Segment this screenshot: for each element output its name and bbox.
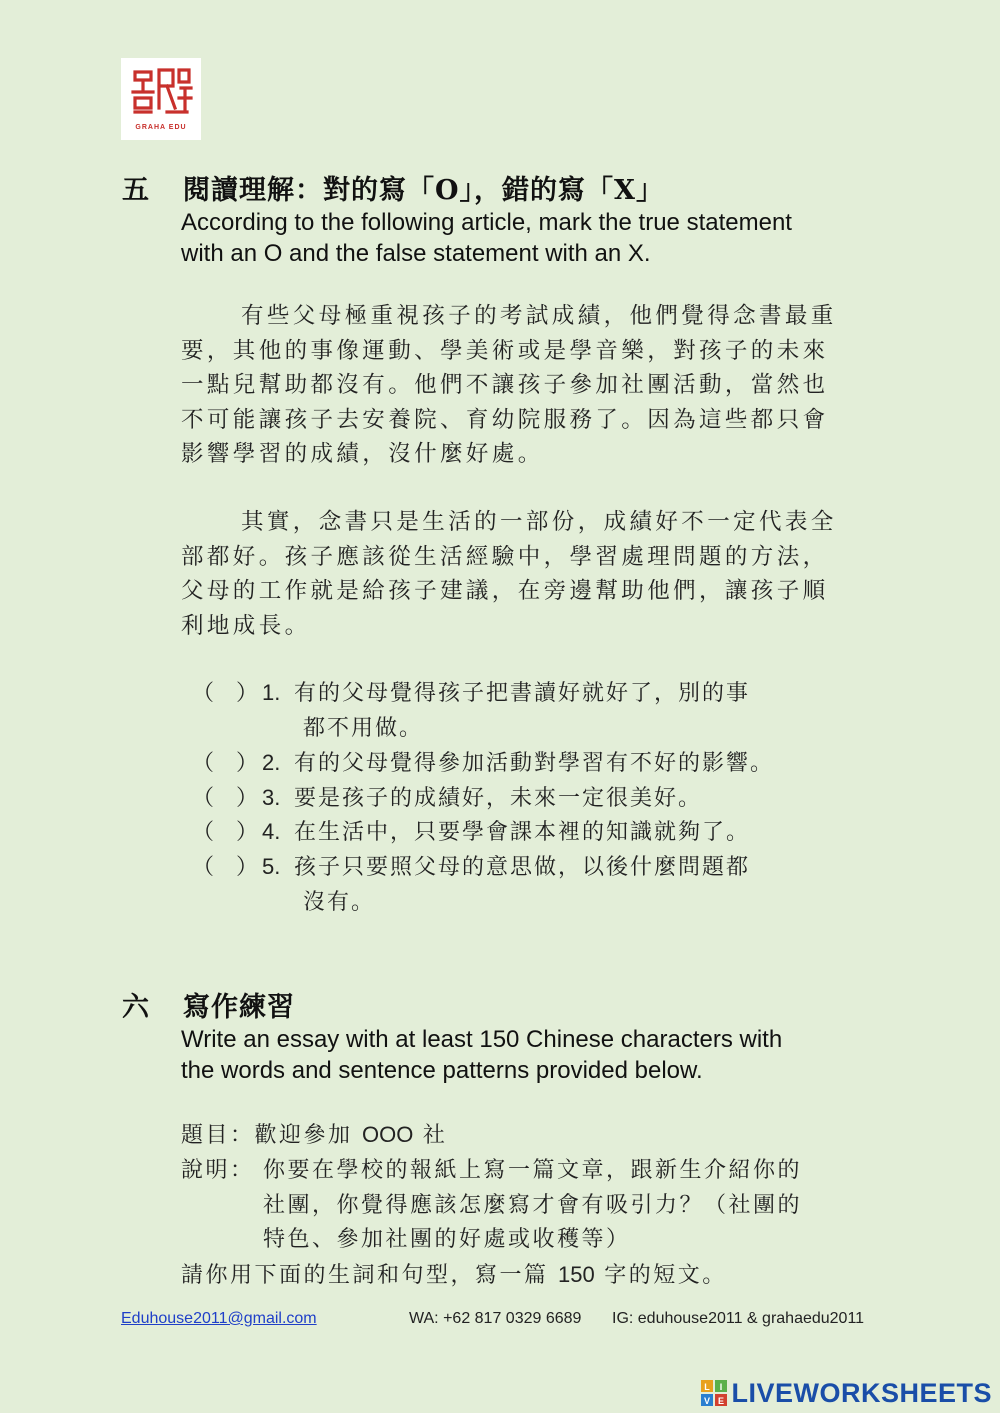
email-link[interactable]: Eduhouse2011@gmail.com [121, 1310, 317, 1327]
question-text: 有的父母覺得孩子把書讀好就好了，別的事 [294, 681, 751, 706]
icon-letter-v: V [704, 1396, 711, 1406]
paragraph-line: 影響學習的成績，沒什麼好處。 [181, 441, 544, 467]
paragraph-line: 利地成長。 [181, 612, 311, 639]
answer-blank[interactable]: （ ） [192, 820, 259, 845]
icon-letter-e: E [718, 1396, 725, 1406]
instruction-line: Write an essay with at least 150 Chinese characters with [181, 1026, 783, 1053]
liveworksheets-logo-icon [701, 1380, 727, 1406]
instruction-line: the words and sentence patterns provided below. [181, 1057, 703, 1084]
question-1-continuation: 都不用做。 [303, 716, 424, 741]
question-5 [192, 850, 750, 881]
seal-icon [121, 58, 201, 124]
question-number: 2. [262, 750, 281, 775]
answer-blank[interactable]: （ ） [192, 855, 259, 880]
character-count: 150 [558, 1262, 595, 1287]
topic-text-pre: 歡迎參加 [254, 1123, 353, 1148]
question-number: 1. [262, 680, 281, 705]
topic-label: 題目： [181, 1123, 255, 1148]
essay-topic [181, 1118, 447, 1149]
paragraph-line: 一點兒幫助都沒有。他們不讓孩子參加社團活動，當然也 [181, 372, 829, 398]
icon-letter-i: I [720, 1382, 723, 1392]
question-number: 5. [262, 854, 281, 879]
liveworksheets-watermark [701, 1378, 992, 1408]
graha-edu-logo [121, 58, 201, 140]
question-3 [192, 781, 702, 812]
paragraph-line: 不可能讓孩子去安養院、育幼院服務了。因為這些都只會 [181, 406, 829, 433]
question-5-continuation: 沒有。 [303, 890, 376, 915]
question-1 [192, 676, 750, 707]
essay-final-instruction: 請你用下面的生詞和句型，寫一篇 150 字的短文。 [181, 1262, 727, 1288]
essay-description-line: 社團，你覺得應該怎麼寫才會有吸引力？（社團的 [263, 1193, 803, 1218]
paragraph-line: 部都好。孩子應該從生活經驗中，學習處理問題的方法， [181, 543, 829, 570]
question-number: 4. [262, 819, 281, 844]
answer-blank[interactable]: （ ） [192, 751, 259, 776]
paragraph-line: 其實，念書只是生活的一部份，成績好不一定代表全 [241, 509, 837, 535]
essay-description-label: 說明： [181, 1158, 255, 1183]
icon-letter-l: L [704, 1382, 711, 1392]
article-paragraph-1 [181, 299, 881, 472]
section-6-title: 寫作練習 [183, 992, 295, 1023]
essay-description-line: 你要在學校的報紙上寫一篇文章，跟新生介紹你的 [263, 1158, 803, 1183]
topic-text-post: 社 [422, 1123, 448, 1148]
footer-email[interactable] [121, 1310, 317, 1328]
essay-description-line: 特色、參加社團的好處或收穫等） [263, 1227, 631, 1252]
question-2 [192, 746, 774, 777]
liveworksheets-text: LIVEWORKSHEETS [731, 1377, 992, 1408]
paragraph-line: 要，其他的事像運動、學美術或是學音樂，對孩子的未來 [181, 337, 829, 364]
section-5-title: 閱讀理解：對的寫「O」，錯的寫「X」 [183, 175, 664, 206]
section-5-instruction [181, 207, 901, 269]
footer-instagram: IG: eduhouse2011 & grahaedu2011 [612, 1310, 865, 1327]
question-text: 要是孩子的成績好，未來一定很美好。 [294, 786, 703, 811]
question-text: 在生活中，只要學會課本裡的知識就夠了。 [294, 820, 751, 845]
instruction-line: According to the following article, mark the true statement [181, 209, 792, 236]
footer-whatsapp: WA: +62 817 0329 6689 [409, 1310, 582, 1327]
topic-placeholder: OOO [362, 1122, 414, 1147]
paragraph-line: 有些父母極重視孩子的考試成績，他們覺得念書最重 [241, 303, 837, 329]
instruction-line: with an O and the false statement with an X. [181, 240, 651, 267]
article-paragraph-2 [181, 505, 881, 643]
section-6-instruction [181, 1024, 901, 1086]
logo-brand-text: GRAHA EDU [135, 124, 187, 131]
paragraph-line: 父母的工作就是給孩子建議，在旁邊幫助他們，讓孩子順 [181, 578, 829, 604]
answer-blank[interactable]: （ ） [192, 786, 259, 811]
question-text: 有的父母覺得參加活動對學習有不好的影響。 [294, 751, 775, 776]
answer-blank[interactable]: （ ） [192, 681, 259, 706]
question-4 [192, 815, 750, 846]
question-text: 孩子只要照父母的意思做，以後什麼問題都 [294, 855, 751, 880]
section-5-number: 五 [122, 175, 149, 206]
question-number: 3. [262, 785, 281, 810]
section-6-number: 六 [122, 992, 149, 1023]
